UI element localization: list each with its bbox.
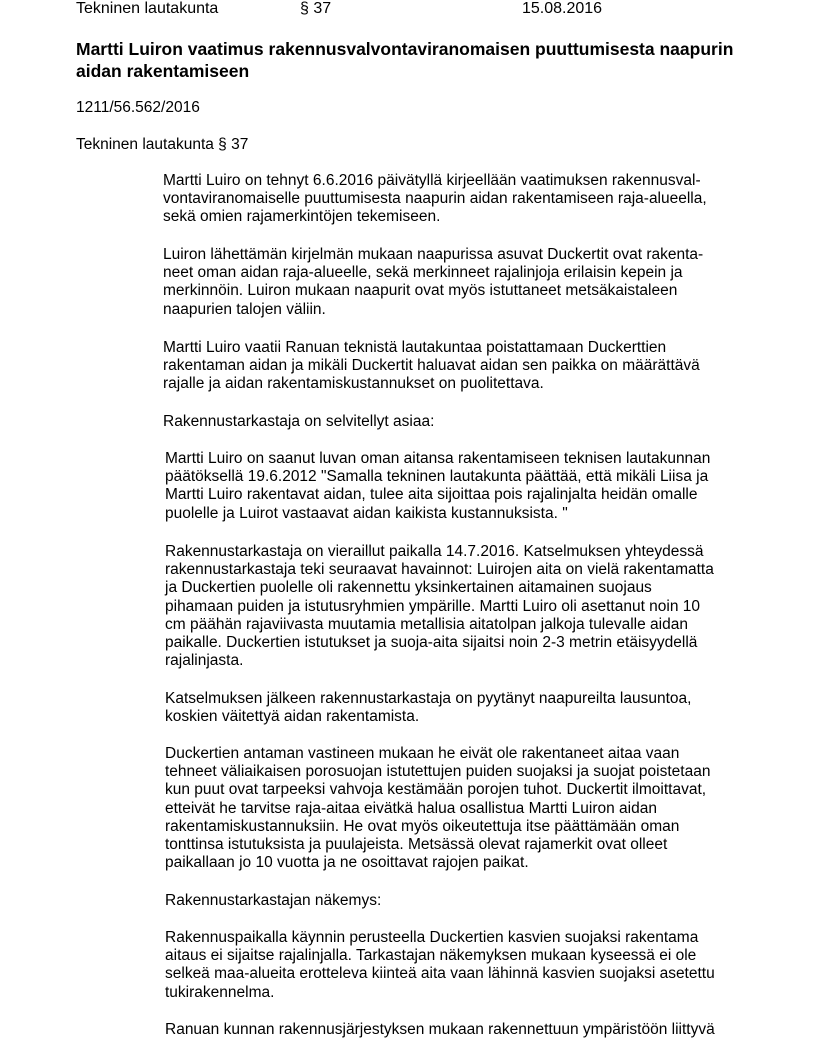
paragraph-6: Rakennustarkastaja on vieraillut paikalla 14.7.2016. Katselmuksen yhteydessä rakennustarkastaja teki seuraavat havainnot: Luirojen aita on vielä rakentamatta ja Duckertien puolelle oli rakennettu yksinkertainen aitamainen suojaus pihamaan puiden ja istutusryhmien ympärille. Martti Luiro oli asettanut noin 10 cm päähän rajaviivasta muutamia metallisia aitatolpan jalkoja tulevalle aidan paikalle. Duckertien istutukset ja suoja-aita sijaitsi noin 2-3 metrin etäisyydellä rajalinjasta. — [165, 543, 714, 670]
paragraph-10: Rakennuspaikalla käynnin perusteella Duckertien kasvien suojaksi rakentama aitaus ei sijaitse rajalinjalla. Tarkastajan näkemyksen mukaan kyseessä ei ole selkeä maa-alueita erotteleva kiinteä aita vaan lähinnä kasvien suojaksi asetettu tukirakennelma. — [165, 929, 715, 1001]
header-section: § 37 — [300, 0, 332, 17]
paragraph-8: Duckertien antaman vastineen mukaan he eivät ole rakentaneet aitaa vaan tehneet väliaikaisen porosuojan istutettujen puiden suojaksi ja suojat poistetaan kun puut ovat tarpeeksi vahvoja kestämään porojen tuhot. Duckertit ilmoittavat, etteivät he tarvitse raja-aitaa eivätkä halua osallistua Martti Luiron aidan rakentamiskustannuksiin. He ovat myös oikeutettuja itse päättämään oman tonttinsa istutuksista ja puulajeista. Metsässä olevat rajamerkit ovat olleet paikallaan jo 10 vuotta ja ne osoittavat rajojen paikat. — [165, 745, 711, 872]
paragraph-1: Martti Luiro on tehnyt 6.6.2016 päivätyllä kirjeellään vaatimuksen rakennusval- vontaviranomaiselle puuttumisesta naapurin aidan rakentamiseen raja-alueella, sekä omien rajamerkintöjen tekemiseen. — [163, 172, 707, 226]
paragraph-7: Katselmuksen jälkeen rakennustarkastaja on pyytänyt naapureilta lausuntoa, koskien väitettyä aidan rakentamista. — [165, 690, 692, 726]
paragraph-2: Luiron lähettämän kirjelmän mukaan naapurissa asuvat Duckertit ovat rakenta- neet oman aidan raja-alueelle, sekä merkinneet rajalinjoja erilaisin kepein ja merkinnöin. Luiron mukaan naapurit ovat myös istuttaneet metsäkaistaleen naapurien talojen väliin. — [163, 246, 704, 318]
paragraph-3: Martti Luiro vaatii Ranuan teknistä lautakuntaa poistattamaan Duckerttien rakentaman aidan ja mikäli Duckertit haluavat aidan sen paikka on määrättävä rajalle ja aidan rakentamiskustannukset on puolitettava. — [163, 339, 700, 393]
document-title: Martti Luiron vaatimus rakennusvalvontaviranomaisen puuttumisesta naapurin aidan rakentamiseen — [76, 39, 734, 81]
diary-number: 1211/56.562/2016 — [76, 99, 200, 116]
paragraph-9: Rakennustarkastajan näkemys: — [165, 892, 382, 909]
header-date: 15.08.2016 — [522, 0, 603, 17]
paragraph-5: Martti Luiro on saanut luvan oman aitansa rakentamiseen teknisen lautakunnan päätöksellä 19.6.2012 "Samalla tekninen lautakunta päättää, että mikäli Liisa ja Martti Luiro rakentavat aidan, tulee aita sijoittaa pois rajalinjalta heidän omalle puolelle ja Luirot vastaavat aidan kaikista kustannuksista. " — [165, 450, 711, 522]
paragraph-11: Ranuan kunnan rakennusjärjestyksen mukaan rakennettuun ympäristöön liittyvä — [165, 1021, 715, 1038]
section-reference: Tekninen lautakunta § 37 — [76, 136, 249, 153]
paragraph-4: Rakennustarkastaja on selvitellyt asiaa: — [163, 413, 435, 430]
header-organ: Tekninen lautakunta — [76, 0, 219, 17]
